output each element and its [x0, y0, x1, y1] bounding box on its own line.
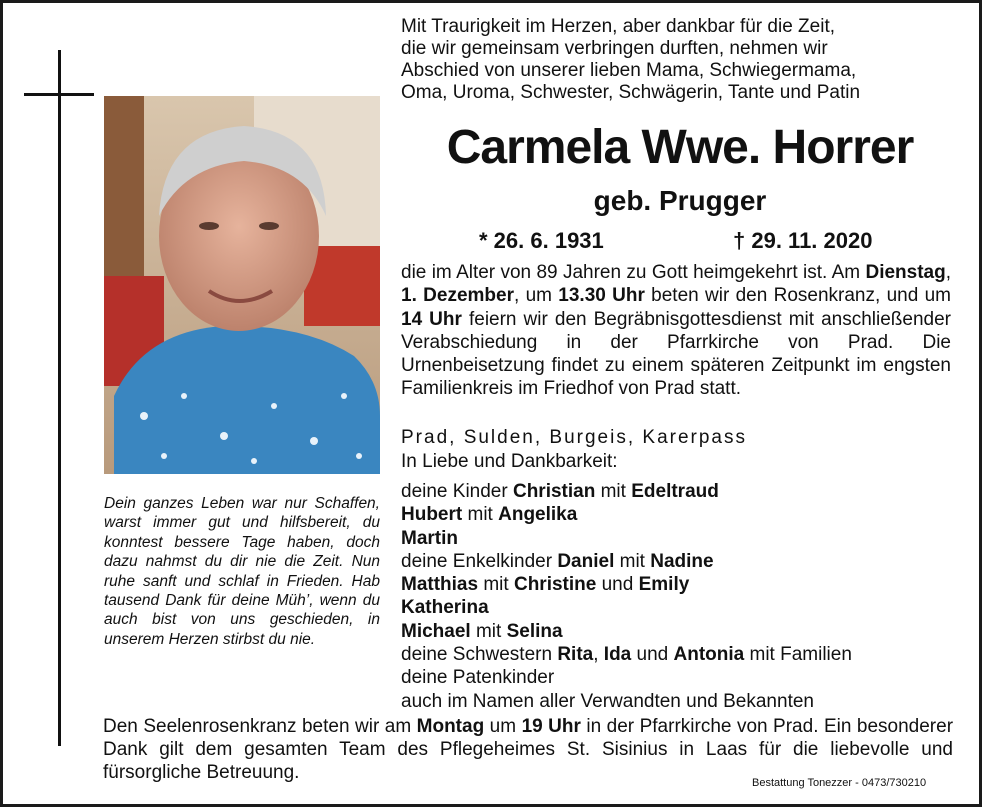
memorial-poem: Dein ganzes Leben war nur Schaffen, warst immer gut und hilfsbereit, du konntest bessere Tage haben, doch dazu nahmst du dir nie die Zeit. Nun ruhe sanft und schlaf in Frieden. Hab tausend Dank für deine Müh’, wenn du auch bist von uns geschieden, in unserem Herzen stirbst du nie. [104, 495, 380, 648]
birth-date: * 26. 6. 1931 [479, 228, 604, 253]
intro-line: Mit Traurigkeit im Herzen, aber dankbar für die Zeit, [401, 16, 836, 37]
list-item: deine Enkelkinder Daniel mit Nadine [401, 550, 714, 572]
closing-text: Den Seelenrosenkranz beten wir am Montag um 19 Uhr in der Pfarrkirche von Prad. Ein besonderer Dank gilt dem gesamten Team des Pflegeheimes St. Sisinius in Laas für die liebevolle und fürsorgliche Betreuung. [103, 716, 954, 783]
list-item: deine Schwestern Rita, Ida und Antonia mit Familien [401, 644, 852, 666]
list-item: auch im Namen aller Verwandten und Bekannten [401, 690, 814, 712]
death-date: † 29. 11. 2020 [733, 228, 873, 253]
family-list [401, 480, 961, 713]
list-item: deine Patenkinder [401, 667, 555, 689]
rosary-day: Montag [416, 716, 485, 737]
cross-icon-horizontal [24, 93, 94, 96]
list-item: Matthias mit Christine und Emily [401, 574, 690, 596]
intro-line: Abschied von unserer lieben Mama, Schwiegermama, [401, 60, 857, 81]
list-item: Martin [401, 527, 458, 549]
list-item: deine Kinder Christian mit Edeltraud [401, 481, 719, 502]
cross-icon-vertical [58, 50, 61, 746]
service-date: 1. Dezember [401, 285, 514, 307]
deceased-name: Carmela Wwe. Horrer [446, 121, 914, 174]
list-item: Michael mit Selina [401, 620, 563, 642]
mass-time: 14 Uhr [401, 308, 462, 330]
maiden-name: geb. Prugger [593, 185, 767, 216]
list-item: Hubert mit Angelika [401, 504, 578, 526]
list-item: Katherina [401, 597, 489, 619]
rosary-evening-time: 19 Uhr [521, 716, 581, 737]
intro-line: Oma, Uroma, Schwester, Schwägerin, Tante und Patin [401, 82, 861, 103]
service-day: Dienstag [865, 262, 946, 283]
funeral-home-contact: Bestattung Tonezzer - 0473/730210 [752, 777, 927, 789]
intro-text [401, 16, 961, 104]
portrait-photo [104, 96, 380, 474]
rosary-time: 13.30 Uhr [558, 285, 645, 307]
service-details: die im Alter von 89 Jahren zu Gott heimgekehrt ist. Am Dienstag, 1. Dezember, um 13.30 Uhr beten wir den Rosenkranz, und um 14 Uhr feiern wir den Begräbnisgottesdienst mit anschließender Verabschiedung in der Pfarrkirche von Prad. Die Urnenbeisetzung findet zu einem späteren Zeitpunkt im engsten Familienkreis im Friedhof von Prad statt. [401, 262, 951, 400]
intro-line: die wir gemeinsam verbringen durften, nehmen wir [401, 38, 828, 59]
places: Prad, Sulden, Burgeis, Karerpass [401, 427, 747, 448]
thanks-line: In Liebe und Dankbarkeit: [401, 451, 618, 472]
